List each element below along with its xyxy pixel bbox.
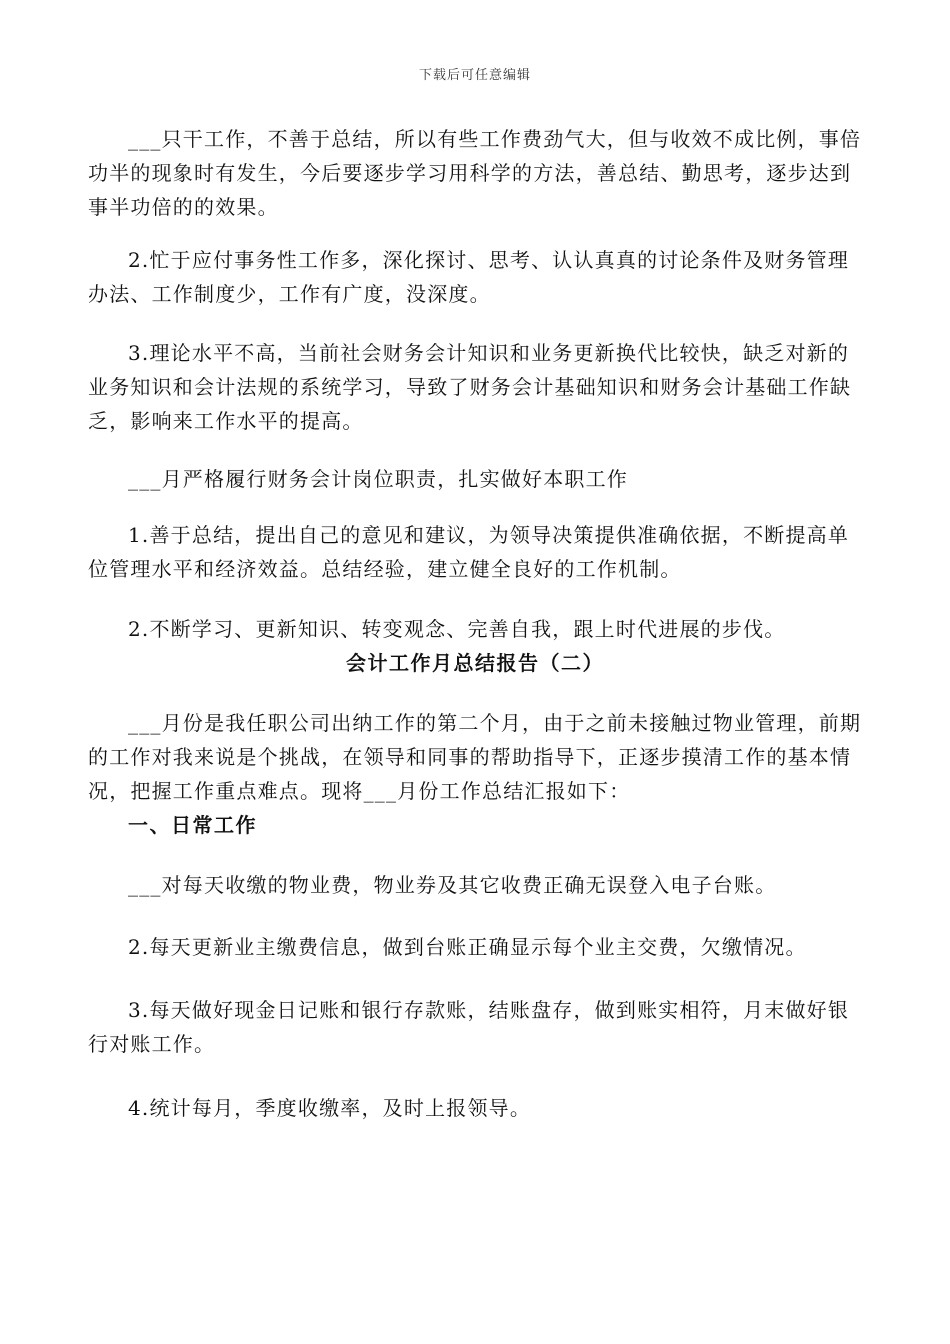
paragraph: ___只干工作，不善于总结，所以有些工作费劲气大，但与收效不成比例，事倍功半的现象时有发生，今后要逐步学习用科学的方法，善总结、勤思考，逐步达到事半功倍的的效果。 bbox=[88, 127, 862, 219]
document-body bbox=[88, 122, 862, 1125]
paragraph: 3.理论水平不高，当前社会财务会计知识和业务更新换代比较快，缺乏对新的业务知识和会计法规的系统学习，导致了财务会计基础知识和财务会计基础工作缺乏，影响来工作水平的提高。 bbox=[88, 341, 852, 433]
page-header: 下载后可任意编辑 bbox=[418, 68, 531, 83]
paragraph: 1.善于总结，提出自己的意见和建议，为领导决策提供准确依据，不断提高单位管理水平和经济效益。总结经验，建立健全良好的工作机制。 bbox=[88, 523, 850, 581]
list-item: 2.每天更新业主缴费信息，做到台账正确显示每个业主交费，欠缴情况。 bbox=[128, 935, 807, 959]
list-item: ___对每天收缴的物业费，物业券及其它收费正确无误登入电子台账。 bbox=[128, 873, 777, 897]
section-title: 会计工作月总结报告（二） bbox=[346, 651, 604, 675]
paragraph: 2.忙于应付事务性工作多，深化探讨、思考、认认真真的讨论条件及财务管理办法、工作制度少，工作有广度，没深度。 bbox=[88, 248, 850, 306]
section-heading: 一、日常工作 bbox=[128, 813, 257, 837]
list-item: 3.每天做好现金日记账和银行存款账，结账盘存，做到账实相符，月末做好银行对账工作。 bbox=[88, 998, 850, 1056]
list-item: 4.统计每月，季度收缴率，及时上报领导。 bbox=[128, 1096, 532, 1120]
intro-paragraph: ___月份是我任职公司出纳工作的第二个月，由于之前未接触过物业管理，前期的工作对我来说是个挑战，在领导和同事的帮助指导下，正逐步摸清工作的基本情况，把握工作重点难点。现将___月份工作总结汇报如下： bbox=[88, 711, 862, 803]
paragraph: ___月严格履行财务会计岗位职责，扎实做好本职工作 bbox=[128, 467, 628, 491]
paragraph: 2.不断学习、更新知识、转变观念、完善自我，跟上时代进展的步伐。 bbox=[128, 617, 786, 641]
